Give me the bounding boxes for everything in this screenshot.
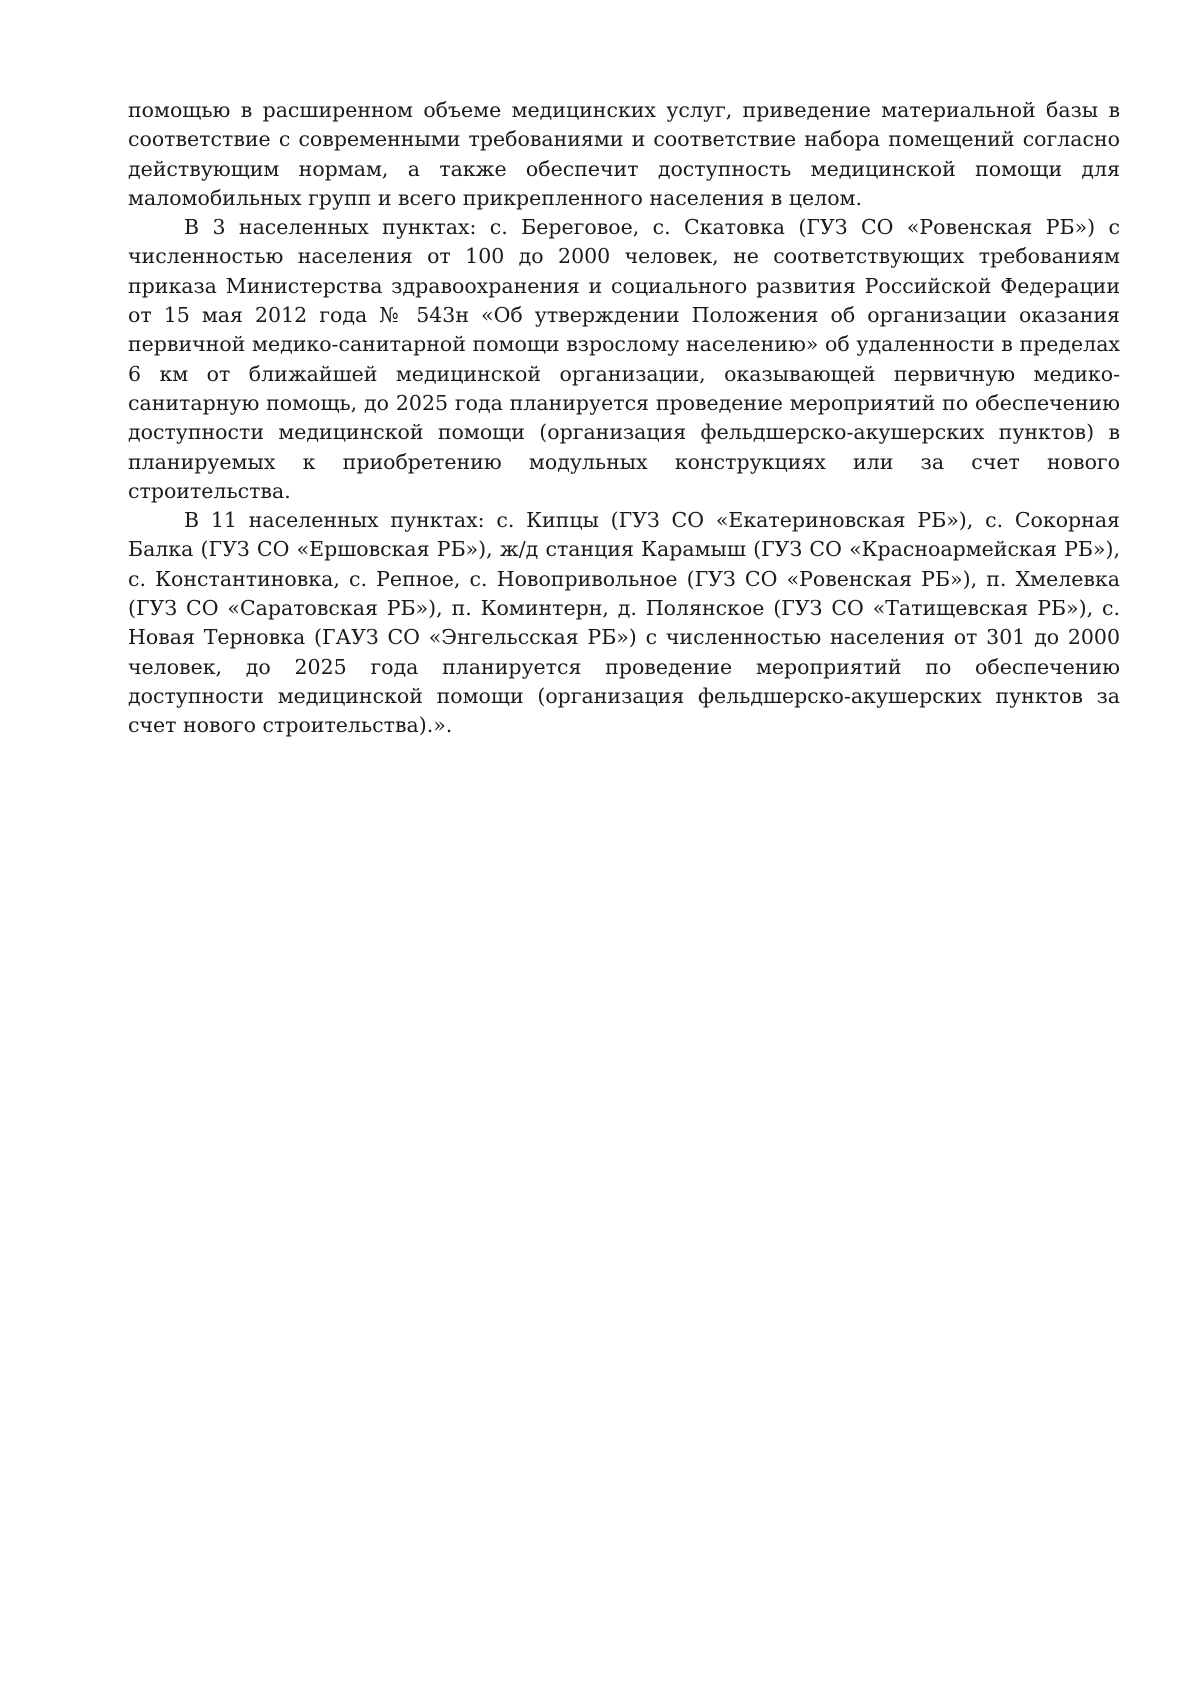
paragraph-continuation: помощью в расширенном объеме медицинских услуг, приведение материальной базы в соответствие с современными требованиями и соответствие набора помещений согласно действующим нормам, а также обеспечит доступность медицинской помощи для маломобильных групп и всего прикрепленного населения в целом.: [128, 98, 1120, 210]
paragraph-three-settlements: В 3 населенных пунктах: с. Береговое, с. Скатовка (ГУЗ СО «Ровенская РБ») с численностью населения от 100 до 2000 человек, не соответствующих требованиям приказа Министерства здравоохранения и социального развития Российской Федерации от 15 мая 2012 года № 543н «Об утверждении Положения об организации оказания первичной медико-санитарной помощи взрослому населению» об удаленности в пределах 6 км от ближайшей медицинской организации, оказывающей первичную медико-санитарную помощь, до 2025 года планируется проведение мероприятий по обеспечению доступности медицинской помощи (организация фельдшерско-акушерских пунктов) в планируемых к приобретению модульных конструкциях или за счет нового строительства.: [128, 215, 1120, 503]
paragraph-eleven-settlements: В 11 населенных пунктах: с. Кипцы (ГУЗ СО «Екатериновская РБ»), с. Сокорная Балка (ГУЗ СО «Ершовская РБ»), ж/д станция Карамыш (ГУЗ СО «Красноармейская РБ»), с. Константиновка, с. Репное, с. Новопривольное (ГУЗ СО «Ровенская РБ»), п. Хмелевка (ГУЗ СО «Саратовская РБ»), п. Коминтерн, д. Полянское (ГУЗ СО «Татищевская РБ»), с. Новая Терновка (ГАУЗ СО «Энгельсская РБ») с численностью населения от 301 до 2000 человек, до 2025 года планируется проведение мероприятий по обеспечению доступности медицинской помощи (организация фельдшерско-акушерских пунктов за счет нового строительства).».: [128, 508, 1120, 738]
document-body: [128, 96, 1120, 741]
